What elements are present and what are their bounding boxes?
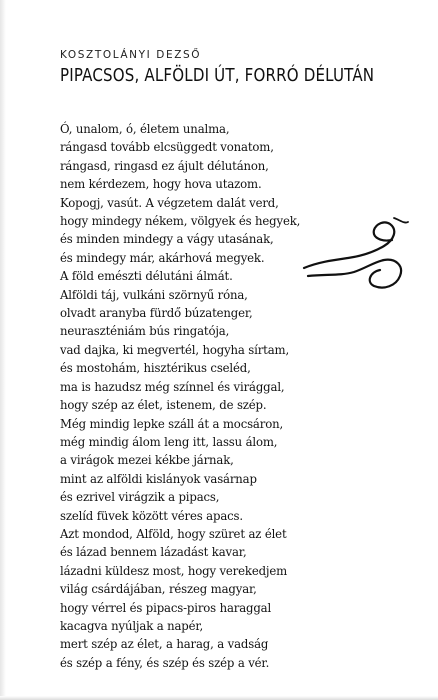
poem-line: és ezrivel virágzik a pipacs, xyxy=(60,490,220,505)
poem-line: szelíd füvek között véres apacs. xyxy=(60,508,243,523)
poem-line: és mostohám, hisztérikus cseléd, xyxy=(60,361,251,376)
poem-line: neuraszténiám bús ringatója, xyxy=(60,324,230,339)
poem-line: Még mindig lepke száll át a mocsáron, xyxy=(60,416,284,431)
poem-line: kacagva nyúljak a napér, xyxy=(60,618,204,633)
poem-line: még mindig álom leng itt, lassu álom, xyxy=(60,434,278,449)
poem-line: a virágok mezei kékbe járnak, xyxy=(60,453,234,468)
author-name: KOSZTOLÁNYI DEZSŐ xyxy=(60,49,202,61)
poem-line: világ csárdájában, részeg magyar, xyxy=(60,582,257,597)
poem-line: és szép a fény, és szép és szép a vér. xyxy=(60,655,270,670)
poem-title: PIPACSOS, ALFÖLDI ÚT, FORRÓ DÉLUTÁN xyxy=(60,66,375,86)
poem-line: hogy szép az élet, istenem, de szép. xyxy=(60,398,267,413)
poem-line: hogy mindegy nékem, völgyek és hegyek, xyxy=(60,214,301,229)
poem-line: Ó, unalom, ó, életem unalma, xyxy=(60,122,230,136)
poem-line: Kopogj, vasút. A végzetem dalát verd, xyxy=(60,195,279,210)
poem-line: ma is hazudsz még színnel és virággal, xyxy=(60,379,285,394)
hand-drawn-flourish xyxy=(300,210,412,294)
poem-line: mert szép az élet, a harag, a vadság xyxy=(60,637,269,652)
poem-line: hogy vérrel és pipacs-piros haraggal xyxy=(60,600,272,615)
poem-line: mint az alföldi kislányok vasárnap xyxy=(60,471,257,486)
poem-line: Azt mondod, Alföld, hogy szüret az élet xyxy=(60,526,287,541)
poem-line: vad dajka, ki megvertél, hogyha sírtam, xyxy=(60,342,290,357)
spine-shadow xyxy=(0,0,6,700)
poem-line: olvadt aranyba fürdő búzatenger, xyxy=(60,306,253,321)
page-bottom-shadow xyxy=(0,696,438,700)
poem-line: és mindegy már, akárhová megyek. xyxy=(60,250,265,265)
poem-line: nem kérdezem, hogy hova utazom. xyxy=(60,177,262,192)
poem-body xyxy=(60,120,300,672)
poem-line: A föld emészti délutáni álmát. xyxy=(60,269,233,284)
poem-line: lázadni küldesz most, hogy verekedjem xyxy=(60,563,288,578)
poem-line: rángasd tovább elcsüggedt vonatom, xyxy=(60,140,274,155)
poem-line: rángasd, ringasd ez ájult délutánon, xyxy=(60,158,269,173)
poem-line: és minden mindegy a vágy utasának, xyxy=(60,232,274,247)
poem-line: Alföldi táj, vulkáni szörnyű róna, xyxy=(60,287,248,302)
poem-line: és lázad bennem lázadást kavar, xyxy=(60,545,247,560)
